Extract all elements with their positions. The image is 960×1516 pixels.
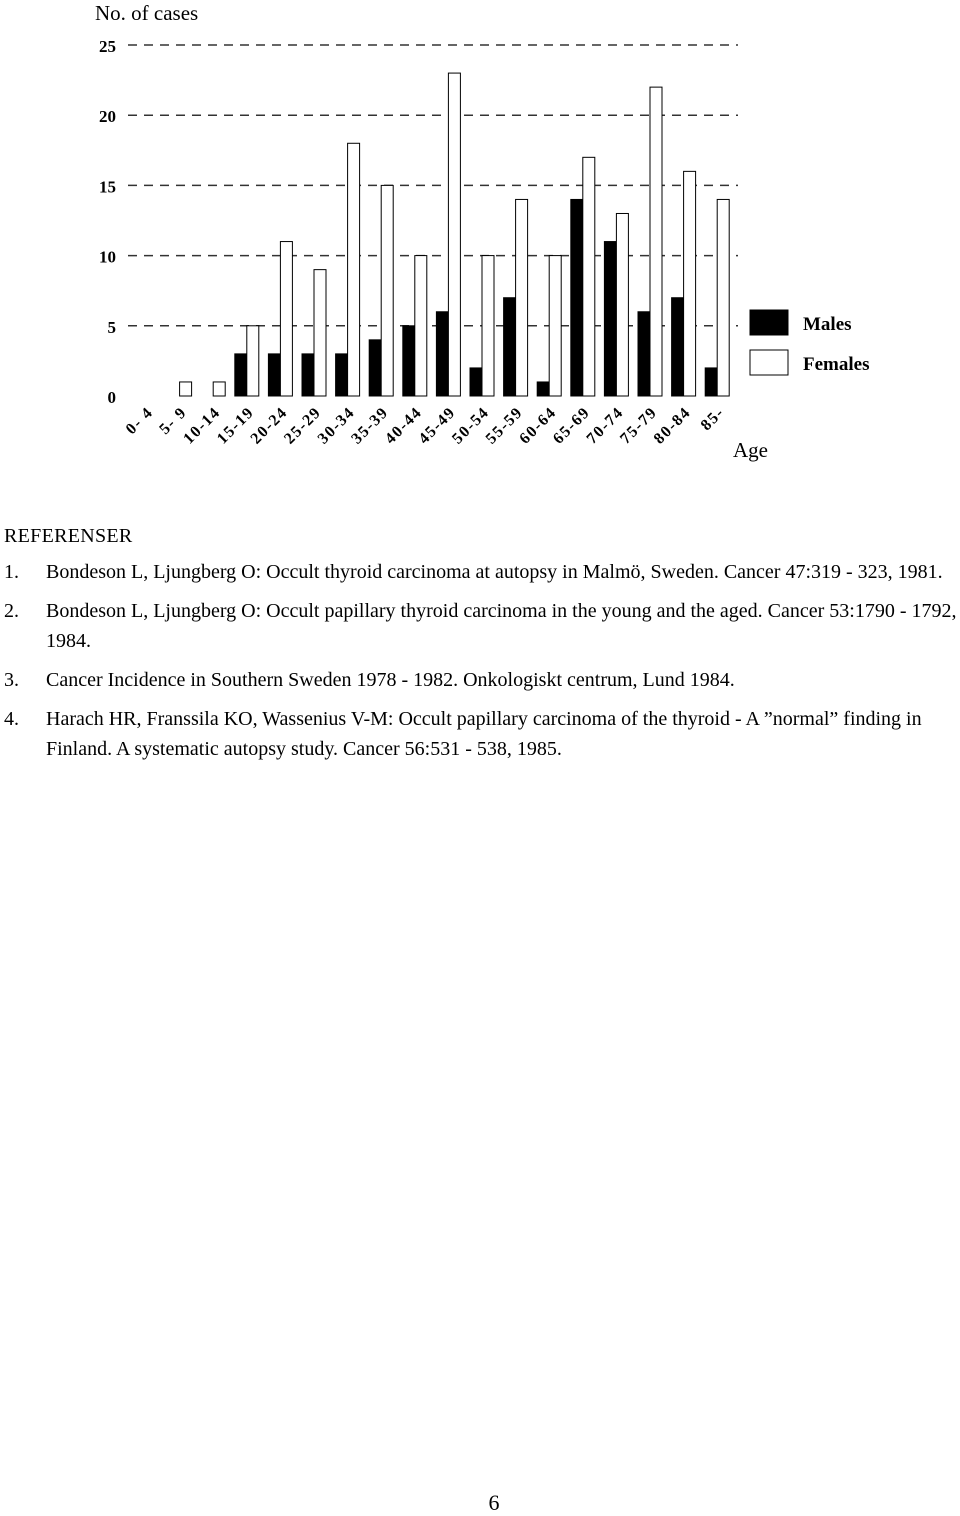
bar-females (650, 87, 662, 396)
x-tick-label: 45-49 (415, 403, 460, 448)
bar-females (684, 171, 696, 396)
bar-males (436, 312, 448, 396)
grid-lines (128, 45, 738, 326)
reference-text: Harach HR, Franssila KO, Wassenius V-M: Occult papillary carcinoma of the thyroid - A ”normal” finding in Finland. A systematic autopsy study. Cancer 56:531 - 538, 1985. (46, 708, 922, 760)
x-tick-label: 60-64 (516, 403, 561, 448)
bar-males (302, 354, 314, 396)
x-tick-label: 30-34 (314, 403, 359, 448)
bar-females (717, 199, 729, 396)
bar-males (672, 298, 684, 396)
y-tick-label: 25 (99, 37, 116, 56)
bar-males (336, 354, 348, 396)
reference-item (4, 557, 960, 587)
bar-males (604, 242, 616, 396)
x-tick-label: 50-54 (449, 403, 493, 448)
x-tick-label: 25-29 (281, 403, 325, 448)
bar-females (616, 213, 628, 396)
reference-text: Bondeson L, Ljungberg O: Occult papillary thyroid carcinoma in the young and the aged. Cancer 53:1790 - 1792, 1984. (46, 600, 957, 652)
x-tick-label: 35-39 (348, 403, 393, 448)
y-tick-label: 0 (107, 388, 116, 407)
bar-females (314, 270, 326, 396)
bar-females (180, 382, 192, 396)
bar-males (268, 354, 280, 396)
bar-females (516, 199, 528, 396)
bar-females (348, 143, 360, 396)
bar-males (403, 326, 415, 396)
page-number: 6 (488, 1490, 500, 1515)
bar-males (537, 382, 549, 396)
x-tick-label: 75-79 (617, 403, 661, 448)
reference-number: 4. (4, 708, 19, 730)
legend-swatch (750, 310, 788, 335)
x-tick-label: 20-24 (247, 403, 292, 448)
y-tick-label: 10 (99, 247, 116, 267)
reference-item (4, 704, 960, 764)
x-tick-label: 55-59 (482, 403, 527, 448)
reference-text: Cancer Incidence in Southern Sweden 1978 - 1982. Onkologiskt centrum, Lund 1984. (46, 669, 735, 691)
legend-label: Females (803, 354, 870, 375)
bar-males (235, 354, 247, 396)
x-tick-label: 5- 9 (156, 403, 191, 438)
x-axis-label: Age (733, 438, 768, 462)
bar-females (280, 242, 292, 396)
x-tick-label: 40-44 (381, 403, 426, 448)
x-tick-label: 15-19 (213, 403, 258, 448)
reference-number: 1. (4, 561, 19, 583)
y-tick-label: 20 (99, 107, 116, 127)
bar-females (213, 382, 225, 396)
bar-males (571, 199, 583, 396)
x-tick-label: 10-14 (180, 403, 225, 448)
x-tick-label: 85- (697, 403, 729, 435)
y-axis-label: No. of cases (95, 1, 199, 25)
x-tick-label: 80-84 (650, 403, 695, 448)
x-tick-label: 70-74 (583, 403, 628, 448)
x-tick-label: 65-69 (549, 403, 594, 448)
legend-swatch (750, 350, 788, 375)
y-tick-label: 5 (107, 317, 116, 337)
reference-text: Bondeson L, Ljungberg O: Occult thyroid carcinoma at autopsy in Malmö, Sweden. Cancer 47:319 - 323, 1981. (46, 561, 943, 583)
reference-item (4, 596, 960, 656)
bar-males (638, 312, 650, 396)
bar-males (369, 340, 381, 396)
reference-number: 3. (4, 669, 19, 691)
bar-males (504, 298, 516, 396)
bar-females (448, 73, 460, 396)
bar-females (549, 256, 561, 396)
references-heading: REFERENSER (4, 525, 133, 547)
bar-females (415, 256, 427, 396)
reference-number: 2. (4, 600, 19, 622)
bars (180, 73, 730, 396)
x-tick-labels (123, 404, 728, 448)
x-tick-label: 0- 4 (122, 403, 157, 438)
y-tick-labels (99, 37, 116, 407)
legend-label: Males (803, 314, 852, 335)
bar-chart (0, 0, 960, 480)
bar-females (381, 185, 393, 396)
legend (750, 310, 869, 375)
bar-females (583, 157, 595, 396)
bar-males (470, 368, 482, 396)
bar-females (482, 256, 494, 396)
references-section (4, 521, 960, 773)
bar-females (247, 326, 259, 396)
reference-item (4, 665, 960, 695)
bar-males (705, 368, 717, 396)
y-tick-label: 15 (99, 177, 116, 197)
